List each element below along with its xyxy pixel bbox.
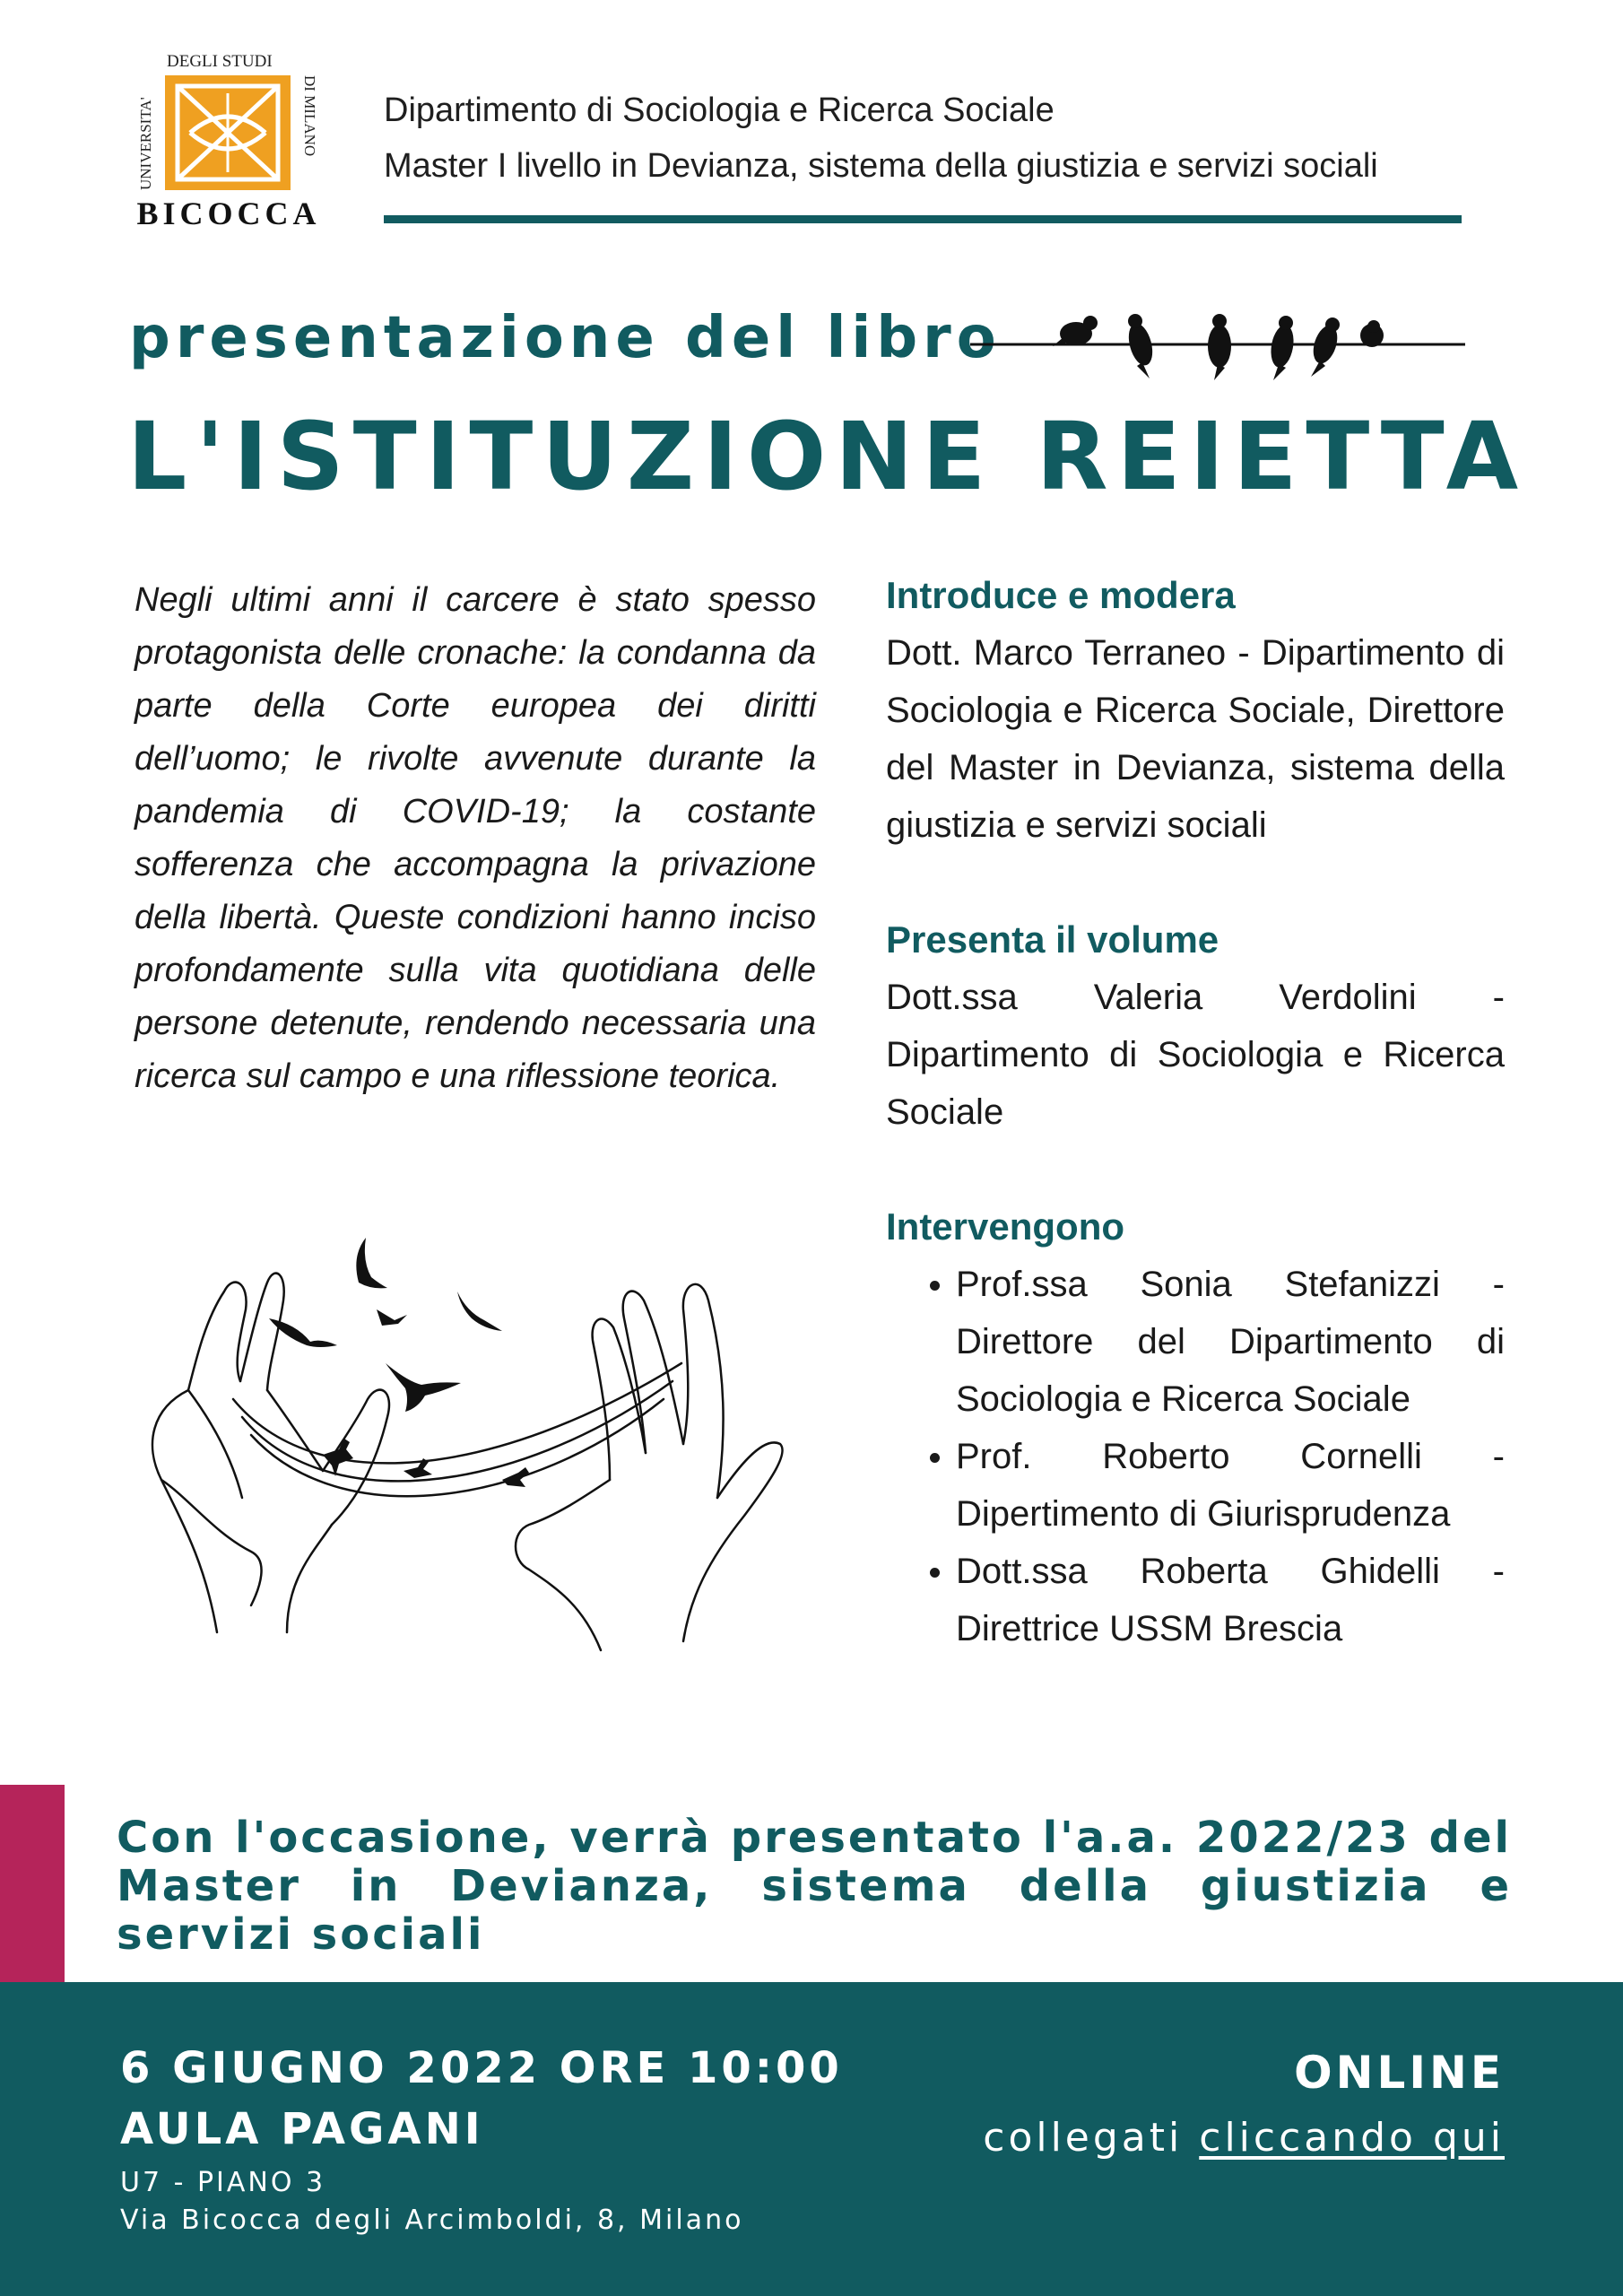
speakers-section xyxy=(886,1198,1505,1657)
online-label: ONLINE xyxy=(1294,2047,1505,2099)
accent-bar xyxy=(0,1785,65,1982)
logo-text-left: UNIVERSITA' xyxy=(137,97,154,190)
event-date: 6 GIUGNO 2022 ORE 10:00 xyxy=(120,2043,843,2093)
logo-text-right: DI MILANO xyxy=(301,75,318,157)
speaker-item: • Prof. Roberto Cornelli - Dipertimento di Giurisprudenza xyxy=(956,1428,1505,1543)
connect-prefix: collegati xyxy=(983,2115,1200,2161)
online-link[interactable]: cliccando qui xyxy=(1199,2115,1505,2161)
logo-wordmark: BICOCCA xyxy=(136,196,321,230)
event-room: AULA PAGANI xyxy=(120,2104,484,2154)
book-title: L'ISTITUZIONE REIETTA xyxy=(127,402,1528,511)
hands-releasing-birds-illustration xyxy=(135,1211,798,1677)
speaker-item: • Prof.ssa Sonia Stefanizzi - Direttore del Dipartimento di Sociologia e Ricerca Sociale xyxy=(956,1256,1505,1428)
speakers-list xyxy=(886,1256,1505,1657)
announcement xyxy=(117,1813,1512,1959)
moderator-heading: Introduce e modera xyxy=(886,574,1236,616)
birds-on-wire-icon xyxy=(970,305,1465,386)
department-name: Dipartimento di Sociologia e Ricerca Sociale xyxy=(384,91,1055,129)
event-address: Via Bicocca degli Arcimboldi, 8, Milano xyxy=(120,2205,744,2236)
event-floor: U7 - PIANO 3 xyxy=(120,2167,326,2198)
subtitle: presentazione del libro xyxy=(129,305,1002,371)
presenter-text: Dott.ssa Valeria Verdolini - Dipartimento di Sociologia e Ricerca Sociale xyxy=(886,978,1505,1132)
master-name: Master I livello in Devianza, sistema della giustizia e servizi sociali xyxy=(384,147,1378,185)
presenter-section xyxy=(886,911,1505,1141)
moderator-text: Dott. Marco Terraneo - Dipartimento di Sociologia e Ricerca Sociale, Direttore del Master in Devianza, sistema della giustizia e servizi sociali xyxy=(886,633,1505,845)
university-logo xyxy=(135,47,323,230)
logo-text-top: DEGLI STUDI xyxy=(167,52,273,71)
connect-line xyxy=(983,2115,1505,2161)
announcement-line-1: Con l'occasione, verrà presentato l'a.a. 2022/23 del xyxy=(117,1813,1512,1863)
speakers-heading: Intervengono xyxy=(886,1205,1125,1248)
presenter-heading: Presenta il volume xyxy=(886,918,1219,961)
header-divider xyxy=(384,215,1462,223)
program-column xyxy=(886,567,1505,1657)
header-text xyxy=(384,83,1378,194)
moderator-section xyxy=(886,567,1505,854)
book-abstract: Negli ultimi anni il carcere è stato spesso protagonista delle cronache: la condanna da parte della Corte europea dei diritti dell’uomo; le rivolte avvenute durante la pandemia di COVID-19; la costante sofferenza che accompagna la privazione della libertà. Queste condizioni hanno inciso profondamente sulla vita quotidiana delle persone detenute, rendendo necessaria una ricerca sul campo e una riflessione teorica. xyxy=(135,581,816,1095)
announcement-line-2: Master in Devianza, sistema della giustizia e servizi sociali xyxy=(117,1861,1512,1960)
speaker-item: • Dott.ssa Roberta Ghidelli - Direttrice USSM Brescia xyxy=(956,1543,1505,1657)
